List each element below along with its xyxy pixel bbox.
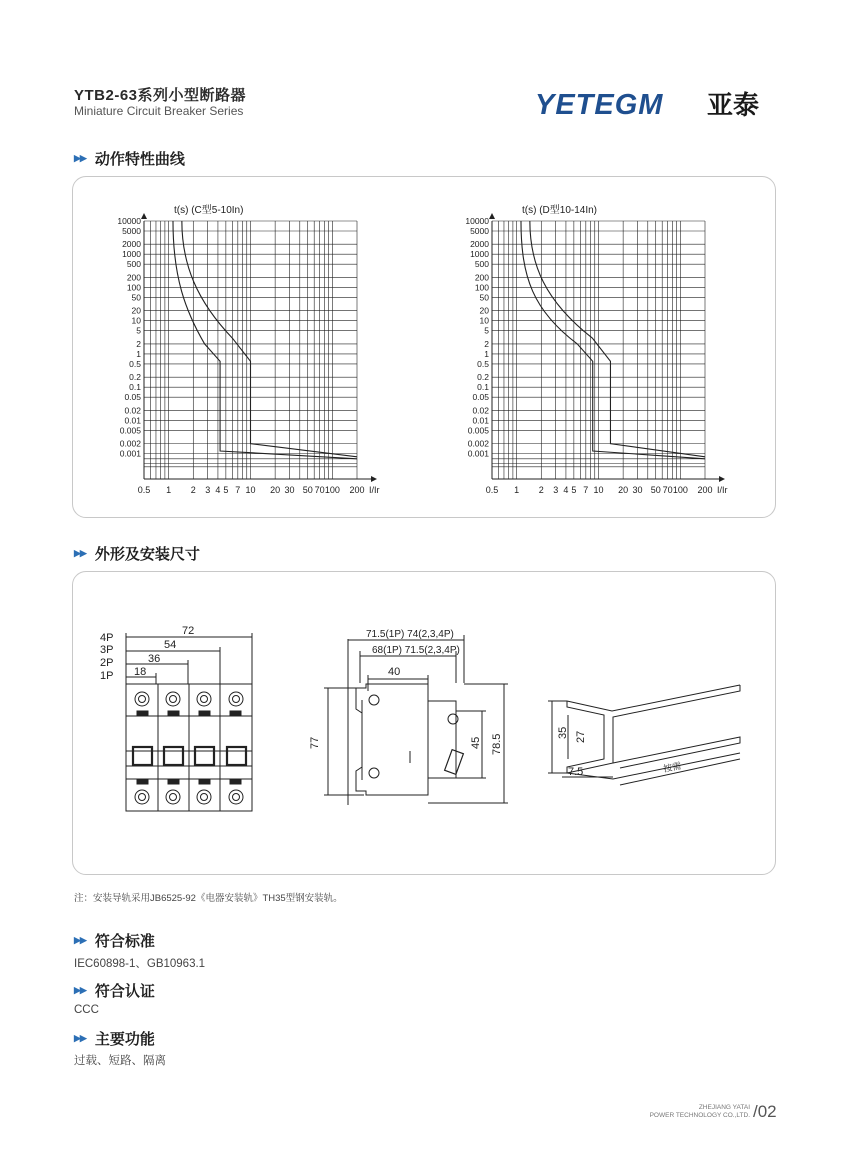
standards-text: IEC60898-1、GB10963.1 (74, 958, 206, 970)
y-axis-arrow (489, 213, 495, 219)
x-tick-label: 0.5 (137, 485, 151, 495)
x-axis-arrow (371, 476, 377, 482)
charts-svg (72, 176, 774, 516)
y-tick-label: 0.2 (477, 372, 489, 383)
brand-logo (535, 86, 775, 122)
x-tick-label: 3 (553, 485, 559, 495)
side-dim-top2: 68(1P) 71.5(2,3,4P) (372, 645, 460, 656)
y-tick-label: 0.02 (124, 405, 141, 416)
y-tick-label: 50 (479, 292, 489, 303)
y-tick-label: 0.005 (119, 425, 141, 436)
y-tick-label: 5 (136, 325, 141, 336)
side-view-drawing (324, 635, 508, 805)
y-tick-label: 0.1 (129, 382, 141, 393)
y-tick-label: 10000 (117, 216, 141, 226)
width-36: 36 (148, 653, 161, 665)
side-dim-785: 78.5 (491, 733, 503, 755)
x-tick-label: 3 (205, 485, 211, 495)
double-arrow-icon: ▶▶ (74, 935, 86, 945)
x-tick-label: 50 (650, 485, 661, 495)
y-tick-label: 1 (136, 348, 141, 359)
y-tick-label: 20 (479, 305, 489, 316)
x-tick-label: 2 (538, 485, 544, 495)
y-tick-label: 2 (136, 338, 141, 349)
trip-curve-upper (530, 221, 705, 457)
x-tick-label: 20 (270, 485, 281, 495)
y-tick-label: 1000 (122, 249, 141, 260)
dimension-drawings (72, 571, 774, 873)
svg-text:亚泰: 亚泰 (707, 90, 760, 120)
certification-text: CCC (74, 1004, 99, 1016)
chart-d-type (465, 203, 727, 495)
x-axis-label: I/Ir (369, 485, 380, 495)
x-tick-label: 1 (166, 485, 172, 495)
x-tick-label: 5 (223, 485, 229, 495)
trip-curve-lower (521, 221, 705, 459)
footer-company: ZHEJIANG YATAI POWER TECHNOLOGY CO.,LTD. (649, 1104, 750, 1119)
x-tick-label: 4 (215, 485, 221, 495)
section-heading-dimensions: ▶▶ 外形及安装尺寸 (74, 546, 200, 563)
y-tick-label: 0.002 (119, 438, 141, 449)
y-tick-label: 50 (131, 292, 141, 303)
x-tick-label: 70 (662, 485, 673, 495)
pole-label-4p: 4P (100, 632, 114, 644)
section-heading-standards: ▶▶ 符合标准 (74, 933, 155, 950)
y-tick-label: 20 (131, 305, 141, 316)
y-tick-label: 0.005 (467, 425, 489, 436)
y-tick-label: 10 (131, 315, 141, 326)
x-tick-label: 70 (314, 485, 325, 495)
pole-label-2p: 2P (100, 657, 114, 669)
x-tick-label: 2 (190, 485, 196, 495)
double-arrow-icon: ▶▶ (74, 548, 86, 558)
y-tick-label: 0.01 (472, 415, 489, 426)
y-tick-label: 0.1 (477, 382, 489, 393)
section-heading-certification: ▶▶ 符合认证 (74, 983, 155, 1000)
pole-label-3p: 3P (100, 644, 114, 656)
double-arrow-icon: ▶▶ (74, 985, 86, 995)
y-tick-label: 0.02 (472, 405, 489, 416)
x-tick-label: 0.5 (485, 485, 499, 495)
y-tick-label: 0.001 (467, 448, 489, 459)
y-tick-label: 0.5 (129, 358, 141, 369)
svg-text:YETEGM: YETEGM (535, 89, 664, 121)
x-tick-label: 10 (245, 485, 256, 495)
y-tick-label: 0.002 (467, 438, 489, 449)
rail-dim-75: 7.5 (568, 766, 584, 778)
trip-curve-lower (173, 221, 357, 459)
y-tick-label: 2000 (122, 239, 141, 250)
y-tick-label: 5000 (122, 226, 141, 237)
x-tick-label: 50 (302, 485, 313, 495)
side-dim-77: 77 (309, 736, 321, 749)
front-view-drawing (126, 633, 252, 811)
rail-length-label: 按需 (662, 760, 683, 774)
y-tick-label: 100 (474, 282, 489, 293)
side-dim-45: 45 (470, 736, 482, 749)
y-tick-label: 0.2 (129, 372, 141, 383)
y-tick-label: 5 (484, 325, 489, 336)
x-tick-label: 100 (324, 485, 340, 495)
y-tick-label: 2 (484, 338, 489, 349)
x-tick-label: 4 (563, 485, 569, 495)
y-tick-label: 0.001 (119, 448, 141, 459)
double-arrow-icon: ▶▶ (74, 1033, 86, 1043)
x-tick-label: 100 (672, 485, 688, 495)
y-tick-label: 0.01 (124, 415, 141, 426)
x-tick-label: 7 (235, 485, 241, 495)
page-title: YTB2-63系列小型断路器 (74, 87, 247, 104)
width-72: 72 (182, 625, 195, 637)
x-tick-label: 200 (349, 485, 365, 495)
y-tick-label: 500 (474, 259, 489, 270)
page-number: /02 (753, 1102, 777, 1121)
y-tick-label: 1000 (470, 249, 489, 260)
x-axis-arrow (719, 476, 725, 482)
x-tick-label: 20 (618, 485, 629, 495)
y-tick-label: 200 (474, 272, 489, 283)
y-tick-label: 2000 (470, 239, 489, 250)
rail-note: 注：安装导轨采用JB6525-92《电器安装轨》TH35型钢安装轨。 (74, 893, 343, 904)
y-axis-arrow (141, 213, 147, 219)
page-subtitle: Miniature Circuit Breaker Series (74, 104, 244, 118)
y-tick-label: 5000 (470, 226, 489, 237)
chart-title: t(s) (C型5-10In) (174, 205, 244, 216)
y-tick-label: 0.5 (477, 358, 489, 369)
x-tick-label: 30 (284, 485, 295, 495)
x-tick-label: 10 (593, 485, 604, 495)
pole-label-1p: 1P (100, 670, 114, 682)
functions-text: 过载、短路、隔离 (74, 1055, 166, 1067)
y-tick-label: 1 (484, 348, 489, 359)
width-54: 54 (164, 639, 177, 651)
x-tick-label: 30 (632, 485, 643, 495)
rail-dim-27: 27 (575, 730, 587, 743)
y-tick-label: 0.05 (472, 392, 489, 403)
side-dim-40: 40 (388, 666, 401, 678)
x-tick-label: 200 (697, 485, 713, 495)
width-18: 18 (134, 666, 147, 678)
x-tick-label: 1 (514, 485, 520, 495)
x-tick-label: 5 (571, 485, 577, 495)
double-arrow-icon: ▶▶ (74, 153, 86, 163)
y-tick-label: 0.05 (124, 392, 141, 403)
chart-c-type (117, 203, 379, 495)
section-heading-curves: ▶▶ 动作特性曲线 (74, 151, 185, 168)
y-tick-label: 100 (126, 282, 141, 293)
y-tick-label: 200 (126, 272, 141, 283)
y-tick-label: 10 (479, 315, 489, 326)
y-tick-label: 10000 (465, 216, 489, 226)
rail-dim-35: 35 (557, 726, 569, 739)
chart-title: t(s) (D型10-14In) (522, 205, 598, 216)
side-dim-top1: 71.5(1P) 74(2,3,4P) (366, 629, 454, 640)
section-heading-functions: ▶▶ 主要功能 (74, 1031, 155, 1048)
y-tick-label: 500 (126, 259, 141, 270)
trip-curve-upper (182, 221, 357, 457)
x-axis-label: I/Ir (717, 485, 728, 495)
x-tick-label: 7 (583, 485, 589, 495)
